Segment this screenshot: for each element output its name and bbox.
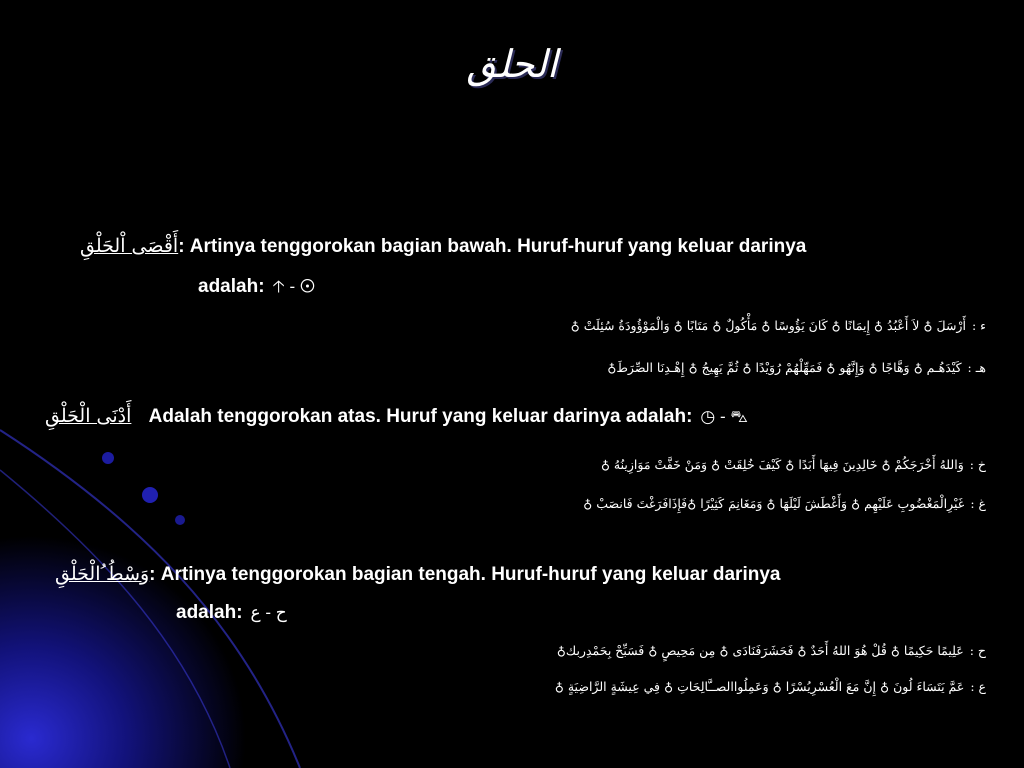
section-2-term: أَدْنَى الْحَلْقِ bbox=[45, 405, 132, 427]
section-2-definition: Adalah tenggorokan atas. Huruf yang keluar darinya adalah: bbox=[148, 406, 693, 427]
example-text: أَرْسَلَ ♁ لاَ أَعْبُدُ ♁ إِيمَانًا ♁ كَانَ يَؤُوسًا ♁ مَأْكُولٌ ♁ مَتَابًا ♁ وَالْمَوْؤُودَةُ سُئِلَتْ ♁ bbox=[570, 318, 966, 333]
slide-title: الحلق bbox=[466, 42, 558, 86]
section-1-example-1 bbox=[571, 318, 986, 333]
section-1-definition: Artinya tenggorokan bagian bawah. Huruf-huruf yang keluar darinya bbox=[189, 236, 807, 257]
section-3-letters: ح - ع bbox=[250, 603, 287, 622]
section-3-example-1 bbox=[557, 643, 986, 658]
section-1-term: أَقْصَى اْلحَلْقِ bbox=[80, 235, 179, 257]
section-3-adalah-line bbox=[176, 602, 287, 624]
example-label: ح : bbox=[969, 643, 986, 658]
example-label: غ : bbox=[970, 496, 986, 511]
section-3-adalah: adalah: bbox=[176, 602, 243, 623]
example-label: خ : bbox=[969, 457, 986, 472]
section-3-heading bbox=[55, 563, 780, 586]
example-text: كَيْدَهُـم ♁ وَهَّاجًا ♁ وَإِنَّهُو ♁ فَمَهِّلْهُمْ رُوَيْدًا ♁ ثُمَّ يَهِيجُ ♁ إِهْـدِنَا الصِّرَطَ♁ bbox=[607, 360, 962, 375]
section-2-letters: ◷ - ⛍ bbox=[700, 407, 748, 426]
section-2-example-1 bbox=[601, 457, 986, 472]
example-text: عَمَّ يَتَسَاءَ لُونَ ♁ إِنَّ مَعَ الْعُسْرِيُسْرًا ♁ وَعَمِلُواالصــَّالِحَاتِ ♁ فِي عِيشَةٍ الرَّاضِيَةٍ ♁ bbox=[554, 679, 965, 694]
section-1-letters: 🡡 - ⊙ bbox=[272, 277, 316, 296]
section-3-colon: : bbox=[149, 564, 156, 585]
example-label: ء : bbox=[971, 318, 986, 333]
section-1-heading bbox=[80, 235, 806, 258]
section-2-heading bbox=[45, 405, 748, 429]
section-2-example-2 bbox=[583, 496, 986, 511]
example-text: غَيْرِالْمَغْضُوبِ عَلَيْهِم ♁ وَأَغْطَشَ لَيْلَهَا ♁ وَمَغَانِمَ كَثِيْرًا ♁فَإِذَافَرَغْتَ فَانصَبْ ♁ bbox=[583, 496, 965, 511]
example-text: وَاللهُ أَخْرَجَكُمْ ♁ خَالِدِينَ فِيهَا أَبَدًا ♁ كَيْفَ خُلِقَتْ ♁ وَمَنْ خَفَّتْ مَوَازِينُهُ ♁ bbox=[600, 457, 964, 472]
section-1-adalah: adalah: bbox=[198, 276, 265, 297]
section-1-example-2 bbox=[607, 360, 986, 375]
section-3-term: وَسْطُ ُالْحَلْقِ bbox=[55, 563, 150, 585]
section-1-adalah-line bbox=[198, 274, 315, 303]
example-label: هـ : bbox=[967, 360, 986, 375]
section-3-example-2 bbox=[555, 679, 986, 694]
section-3-definition: Artinya tenggorokan bagian tengah. Huruf-huruf yang keluar darinya bbox=[160, 564, 781, 585]
section-1-colon: : bbox=[178, 236, 185, 257]
example-text: عَلِيمًا حَكِيمًا ♁ قُلْ هُوَ اللهُ أَحَدٌ ♁ فَحَشَرَفَنَادَى ♁ مِن مَحِيصٍ ♁ فَسَبِّحْ بِحَمْدِربك♁ bbox=[556, 643, 964, 658]
example-label: ع : bbox=[970, 679, 986, 694]
